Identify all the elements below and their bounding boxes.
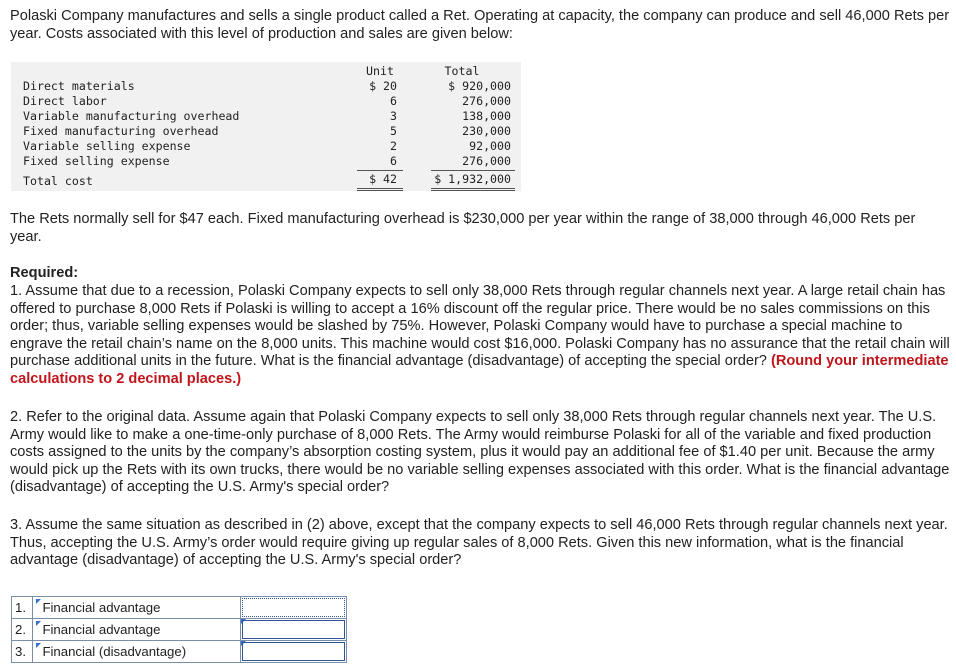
question-1-text: 1. Assume that due to a recession, Polaski Company expects to sell only 38,000 Rets through regular channels next year. A large retail chain has offered to purchase 8,000 Rets if Polaski is willing to accept a 16% discount off the regular price. There would be no sales commissions on this order; thus, variable selling expenses would be slashed by 75%. However, Polaski Company would have to purchase a special machine to engrave the retail chain’s name on the 8,000 units. This machine would cost $16,000. Polaski Company has no assurance that the retail chain will purchase additional units in the future. What is the financial advantage (disadvantage) of accepting the special order?	[10, 283, 950, 369]
normal-price-text: The Rets normally sell for $47 each. Fixed manufacturing overhead is $230,000 per year within the range of 38,000 through 46,000 Rets per year.	[10, 211, 916, 245]
total-total-rule	[431, 188, 515, 189]
answer-table	[11, 596, 347, 663]
row-label: Variable manufacturing overhead	[23, 109, 240, 123]
question-2: 2. Refer to the original data. Assume again that Polaski Company expects to sell only 38,000 Rets through regular channels next year. The U.S. Army would like to make a one-time-only purchase of 8,000 Rets. The Army would reimburse Polaski for all of the variable and fixed production costs assigned to the units by the company’s absorption costing system, plus it would pay an additional fee of $1.40 per unit. Because the army would pick up the Rets with its own trucks, there would be no variable selling expenses associated with this order. What is the financial advantage (disadvantage) of accepting the U.S. Army's special order?	[10, 409, 950, 495]
dropdown-marker-icon	[36, 643, 41, 648]
total-row-label: Total cost	[23, 174, 93, 188]
answer-number: 1.	[12, 597, 33, 619]
answer-label: Financial advantage	[42, 621, 161, 637]
row-unit: 3	[390, 109, 397, 123]
answer-label-select[interactable]	[33, 597, 240, 619]
answer-input-box[interactable]	[242, 620, 345, 639]
row-total: 276,000	[462, 94, 511, 108]
row-unit: $ 20	[369, 79, 397, 93]
row-total: 230,000	[462, 124, 511, 138]
total-subtotal-rule	[431, 170, 515, 171]
row-total: 92,000	[469, 139, 511, 153]
row-total: $ 920,000	[448, 79, 511, 93]
row-unit: 2	[390, 139, 397, 153]
row-total: 138,000	[462, 109, 511, 123]
answer-row	[12, 597, 347, 619]
question-1-rounding-note: (Round your intermediate calculations to 2 decimal places.)	[10, 353, 949, 387]
row-unit: 6	[390, 94, 397, 108]
dropdown-marker-icon	[36, 599, 41, 604]
total-row-unit: $ 42	[369, 172, 397, 186]
row-label: Fixed manufacturing overhead	[23, 124, 219, 138]
required-heading: Required:	[10, 265, 79, 281]
total-total-rule-double	[431, 190, 515, 191]
row-unit: 6	[390, 154, 397, 168]
intro-text: Polaski Company manufactures and sells a single product called a Ret. Operating at capacity, the company can produce and sell 46,000 Rets per year. Costs associated with this level of production and sales are given below:	[10, 8, 950, 42]
row-label: Fixed selling expense	[23, 154, 170, 168]
answer-number: 3.	[12, 641, 33, 663]
answer-input-1[interactable]	[240, 597, 346, 619]
answer-label-select[interactable]	[33, 619, 240, 641]
answer-label: Financial (disadvantage)	[42, 643, 187, 659]
answer-row	[12, 619, 347, 641]
row-total: 276,000	[462, 154, 511, 168]
total-header: Total	[444, 64, 480, 78]
unit-total-rule	[357, 188, 403, 189]
answer-input-box[interactable]	[242, 642, 345, 661]
answer-label: Financial advantage	[42, 599, 161, 615]
dropdown-marker-icon	[36, 621, 41, 626]
answer-input-box[interactable]	[242, 598, 345, 617]
total-row-total: $ 1,932,000	[434, 172, 511, 186]
row-unit: 5	[390, 124, 397, 138]
row-label: Variable selling expense	[23, 139, 191, 153]
cost-table	[11, 62, 521, 191]
answer-input-3[interactable]	[240, 641, 346, 663]
question-3: 3. Assume the same situation as described in (2) above, except that the company expects to sell 46,000 Rets through regular channels next year. Thus, accepting the U.S. Army’s order would require giving up regular sales of 8,000 Rets. Given this new information, what is the financial advantage (disadvantage) of accepting the U.S. Army's special order?	[10, 517, 948, 568]
unit-total-rule-double	[357, 190, 403, 191]
row-label: Direct materials	[23, 79, 135, 93]
answer-input-2[interactable]	[240, 619, 346, 641]
answer-row	[12, 641, 347, 663]
answer-label-select[interactable]	[33, 641, 240, 663]
unit-header: Unit	[366, 64, 394, 78]
answer-number: 2.	[12, 619, 33, 641]
question-1	[10, 283, 950, 388]
row-label: Direct labor	[23, 94, 107, 108]
unit-subtotal-rule	[357, 170, 403, 171]
